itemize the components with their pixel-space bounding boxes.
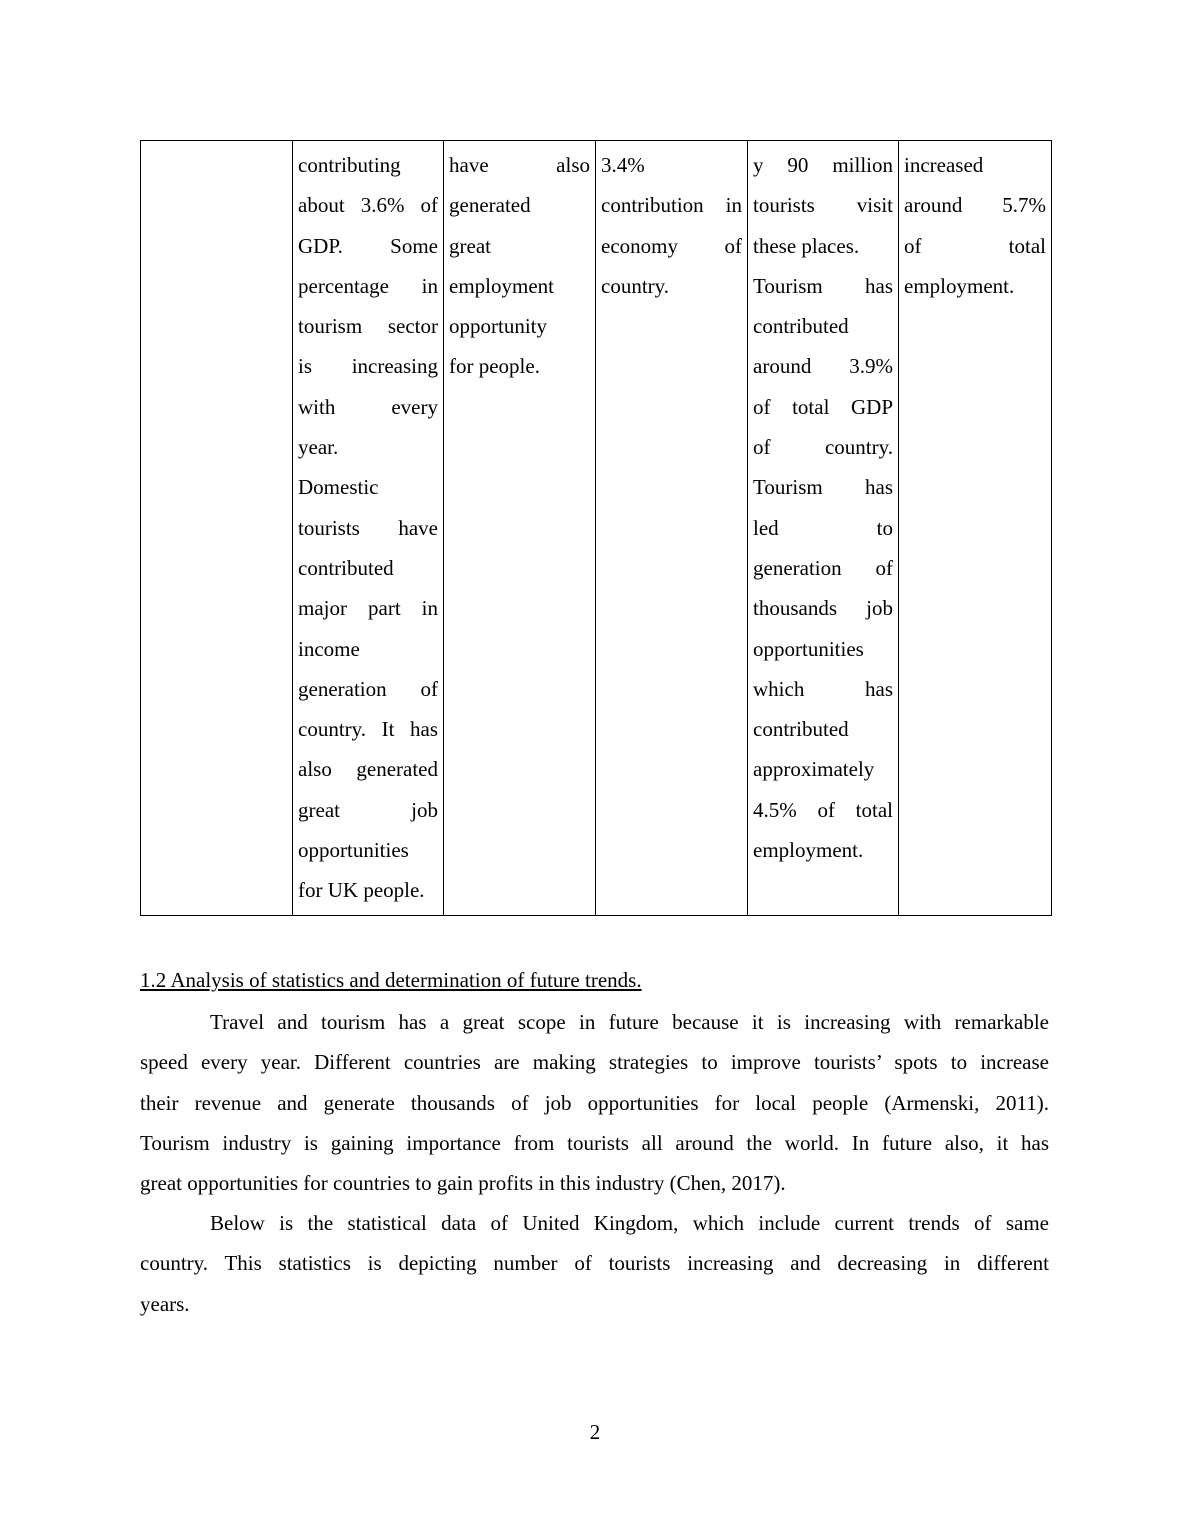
cell-line: major part in [298, 596, 438, 621]
cell-line: of total GDP [753, 394, 893, 419]
paragraph-line: country. This statistics is depicting number of tourists increasing and decreasing in different [140, 1251, 1049, 1276]
table-cell-col5 [748, 141, 899, 916]
section-heading: 1.2 Analysis of statistics and determination of future trends. [140, 968, 642, 992]
table-cell-col4 [596, 141, 748, 916]
cell-line: for people. [449, 354, 540, 379]
paragraph-line: Tourism industry is gaining importance from tourists all around the world. In future also, it has [140, 1130, 1049, 1155]
cell-line: employment. [753, 838, 864, 863]
cell-line: of country. [753, 435, 893, 460]
cell-line: increased [904, 153, 984, 177]
paragraph-line: Travel and tourism has a great scope in future because it is increasing with remarkable [210, 1010, 1049, 1034]
paragraph-line: Below is the statistical data of United Kingdom, which include current trends of same [210, 1211, 1049, 1235]
cell-line: generation of [298, 676, 438, 701]
cell-line: 4.5% of total [753, 797, 893, 822]
cell-line: contributed [753, 314, 849, 339]
paragraph-line: their revenue and generate thousands of job opportunities for local people (Armenski, 2011). [140, 1090, 1049, 1115]
cell-line: percentage in [298, 273, 438, 298]
cell-line: generated [449, 193, 531, 218]
cell-line: opportunities [753, 636, 864, 661]
cell-line: about 3.6% of [298, 193, 438, 218]
cell-line: y 90 million [753, 153, 893, 177]
cell-line: Tourism has [753, 475, 893, 500]
table-cell-col2 [293, 141, 444, 916]
table-cell-col3 [444, 141, 596, 916]
table-row [141, 141, 1052, 916]
cell-line: employment [449, 273, 554, 298]
cell-line: tourism sector [298, 314, 438, 339]
paragraph-line: years. [140, 1291, 190, 1316]
cell-line: great [449, 233, 491, 258]
cell-line: contributing [298, 153, 401, 177]
cell-line: 3.4% [601, 153, 645, 177]
cell-line: year. [298, 435, 339, 460]
cell-line: is increasing [298, 354, 438, 379]
cell-line: GDP. Some [298, 233, 438, 258]
paragraph-line: speed every year. Different countries are making strategies to improve tourists’ spots to increase [140, 1050, 1049, 1075]
cell-line: for UK people. [298, 878, 425, 903]
cell-line: country. [601, 273, 670, 298]
cell-line: also generated [298, 757, 438, 782]
table-cell-col6 [899, 141, 1052, 916]
cell-line: have also [449, 153, 590, 177]
cell-line: opportunity [449, 314, 547, 339]
cell-line: contribution in [601, 193, 742, 218]
cell-line: tourists have [298, 515, 438, 540]
cell-line: contributed [753, 717, 849, 742]
paragraph-line: great opportunities for countries to gain profits in this industry (Chen, 2017). [140, 1171, 786, 1196]
cell-line: led to [753, 515, 893, 540]
cell-line: of total [904, 233, 1046, 258]
cell-line: income [298, 636, 360, 661]
cell-line: around 5.7% [904, 193, 1046, 218]
body-paragraph [140, 1203, 1049, 1324]
cell-line: these places. [753, 233, 860, 258]
cell-line: generation of [753, 555, 893, 580]
cell-line: country. It has [298, 717, 438, 742]
cell-line: Domestic [298, 475, 379, 500]
cell-line: contributed [298, 555, 394, 580]
cell-line: approximately [753, 757, 875, 782]
cell-line: thousands job [753, 596, 893, 621]
cell-line: which has [753, 676, 893, 701]
cell-line: economy of [601, 233, 742, 258]
cell-line: with every [298, 394, 438, 419]
cell-line: great job [298, 797, 438, 822]
table-cell-col1 [141, 141, 293, 916]
cell-line: tourists visit [753, 193, 893, 218]
cell-line: around 3.9% [753, 354, 893, 379]
cell-line: Tourism has [753, 273, 893, 298]
tourism-data-table [140, 140, 1052, 916]
page-number: 2 [589, 1420, 601, 1444]
cell-line: employment. [904, 273, 1015, 298]
cell-line: opportunities [298, 838, 409, 863]
body-paragraph [140, 1002, 1049, 1203]
